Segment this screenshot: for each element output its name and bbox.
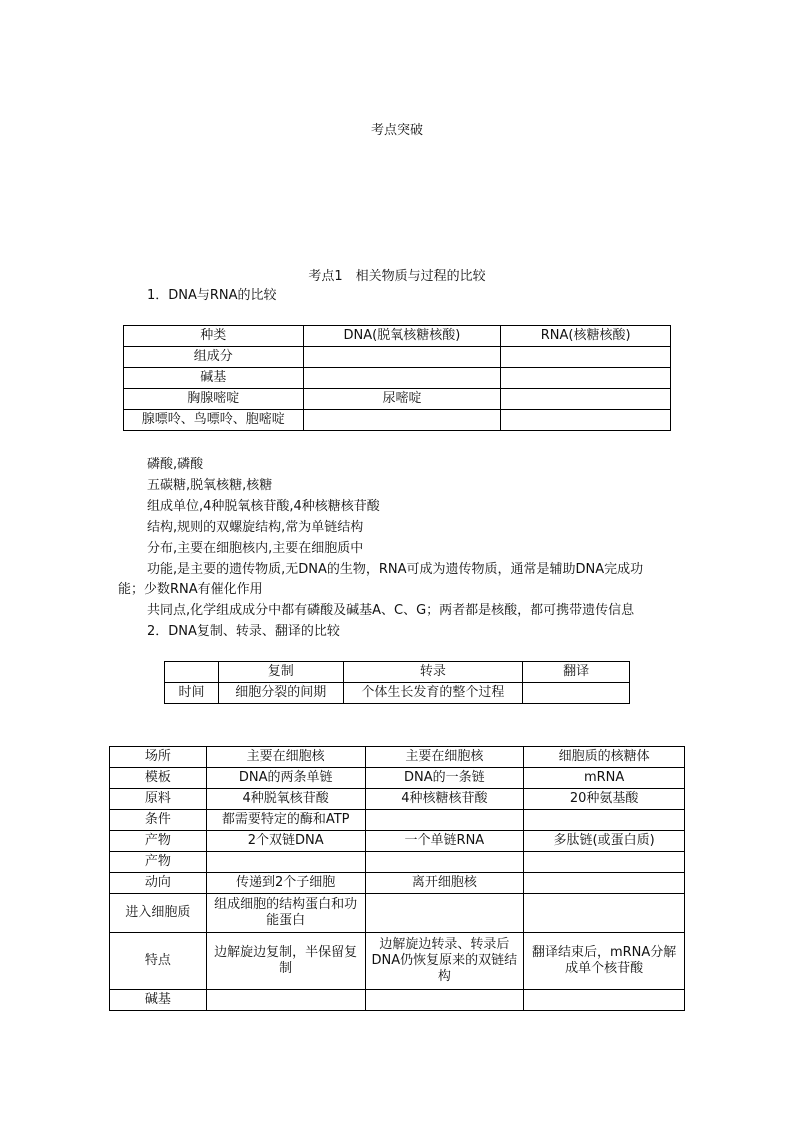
table-cell	[303, 410, 501, 431]
paragraph-line: 五碳糖,脱氧核糖,核糖	[147, 478, 273, 493]
table-cell: 原料	[110, 789, 207, 810]
table-cell: 一个单链RNA	[365, 831, 524, 852]
table-cell: 场所	[110, 747, 207, 768]
table-cell: 碱基	[110, 990, 207, 1011]
table-cell: 时间	[165, 683, 219, 704]
table-cell: DNA的两条单链	[206, 768, 365, 789]
table-row	[110, 852, 685, 873]
table-cell: 进入细胞质	[110, 894, 207, 933]
table-cell: RNA(核糖核酸)	[501, 326, 671, 347]
table-cell: 都需要特定的酶和ATP	[206, 810, 365, 831]
table-cell: 细胞分裂的间期	[218, 683, 343, 704]
table-row	[110, 990, 685, 1011]
table-cell: 个体生长发育的整个过程	[343, 683, 523, 704]
table-row	[110, 873, 685, 894]
table-cell: 翻译	[523, 662, 630, 683]
table-cell: 胸腺嘧啶	[124, 389, 304, 410]
dna-rna-table	[123, 325, 671, 431]
table-cell: 4种核糖核苷酸	[365, 789, 524, 810]
table-cell	[524, 990, 685, 1011]
table-row	[124, 410, 671, 431]
table-row	[110, 810, 685, 831]
table-cell	[206, 990, 365, 1011]
table-cell	[524, 810, 685, 831]
table-cell: DNA(脱氧核糖核酸)	[303, 326, 501, 347]
table-cell: 组成分	[124, 347, 304, 368]
table-cell: 主要在细胞核	[365, 747, 524, 768]
table-row	[124, 368, 671, 389]
table-cell: 种类	[124, 326, 304, 347]
table-cell: 20种氨基酸	[524, 789, 685, 810]
table-cell	[501, 410, 671, 431]
table-cell	[165, 662, 219, 683]
table-row	[124, 326, 671, 347]
process-comparison-table	[109, 746, 685, 1011]
table-cell: 产物	[110, 831, 207, 852]
table-cell	[524, 894, 685, 933]
table-cell: 碱基	[124, 368, 304, 389]
table-cell: 离开细胞核	[365, 873, 524, 894]
table-cell: 边解旋边复制，半保留复制	[206, 933, 365, 990]
table-row	[110, 789, 685, 810]
paragraph-line: 共同点,化学组成成分中都有磷酸及碱基A、C、G；两者都是核酸，都可携带遗传信息	[147, 603, 635, 618]
table-cell: 腺嘌呤、鸟嘌呤、胞嘧啶	[124, 410, 304, 431]
heading-dna-rna: 1．DNA与RNA的比较	[147, 288, 277, 303]
section-title: 考点1 相关物质与过程的比较	[308, 269, 486, 284]
table-cell: 条件	[110, 810, 207, 831]
table-cell: 4种脱氧核苷酸	[206, 789, 365, 810]
table-cell: 动向	[110, 873, 207, 894]
table-row	[165, 683, 630, 704]
table-cell: 2个双链DNA	[206, 831, 365, 852]
paragraph-line: 组成单位,4种脱氧核苷酸,4种核糖核苷酸	[147, 499, 380, 514]
process-time-table	[164, 661, 630, 704]
table-cell: mRNA	[524, 768, 685, 789]
table-cell	[501, 389, 671, 410]
table-cell: 组成细胞的结构蛋白和功能蛋白	[206, 894, 365, 933]
table-cell: 尿嘧啶	[303, 389, 501, 410]
table-cell	[365, 990, 524, 1011]
table-cell: 特点	[110, 933, 207, 990]
table-cell	[365, 810, 524, 831]
table-cell: 产物	[110, 852, 207, 873]
paragraph-line: 功能,是主要的遗传物质,无DNA的生物，RNA可成为遗传物质，通常是辅助DNA完成功	[147, 562, 644, 577]
table-cell: 模板	[110, 768, 207, 789]
paragraph-line: 磷酸,磷酸	[147, 457, 204, 472]
table-row	[110, 747, 685, 768]
table-cell: 转录	[343, 662, 523, 683]
table-cell	[501, 368, 671, 389]
table-cell	[206, 852, 365, 873]
paragraph-line: 结构,规则的双螺旋结构,常为单链结构	[147, 520, 364, 535]
paragraph-line: 分布,主要在细胞核内,主要在细胞质中	[147, 541, 364, 556]
table-cell	[303, 368, 501, 389]
table-row	[124, 347, 671, 368]
table-cell: DNA的一条链	[365, 768, 524, 789]
table-cell: 主要在细胞核	[206, 747, 365, 768]
table-cell: 复制	[218, 662, 343, 683]
table-cell	[523, 683, 630, 704]
table-row	[110, 768, 685, 789]
table-cell	[524, 852, 685, 873]
paragraph-line: 能；少数RNA有催化作用	[118, 582, 263, 597]
table-cell	[365, 852, 524, 873]
table-row	[110, 933, 685, 990]
table-row	[110, 894, 685, 933]
page-title: 考点突破	[370, 123, 423, 138]
table-cell: 边解旋边转录、转录后DNA仍恢复原来的双链结构	[365, 933, 524, 990]
table-row	[165, 662, 630, 683]
table-cell	[501, 347, 671, 368]
table-cell: 多肽链(或蛋白质)	[524, 831, 685, 852]
table-row	[110, 831, 685, 852]
table-cell	[365, 894, 524, 933]
table-cell: 传递到2个子细胞	[206, 873, 365, 894]
table-cell: 细胞质的核糖体	[524, 747, 685, 768]
table-cell	[303, 347, 501, 368]
table-row	[124, 389, 671, 410]
table-cell	[524, 873, 685, 894]
table-cell: 翻译结束后，mRNA分解成单个核苷酸	[524, 933, 685, 990]
heading-replication: 2．DNA复制、转录、翻译的比较	[147, 624, 340, 639]
